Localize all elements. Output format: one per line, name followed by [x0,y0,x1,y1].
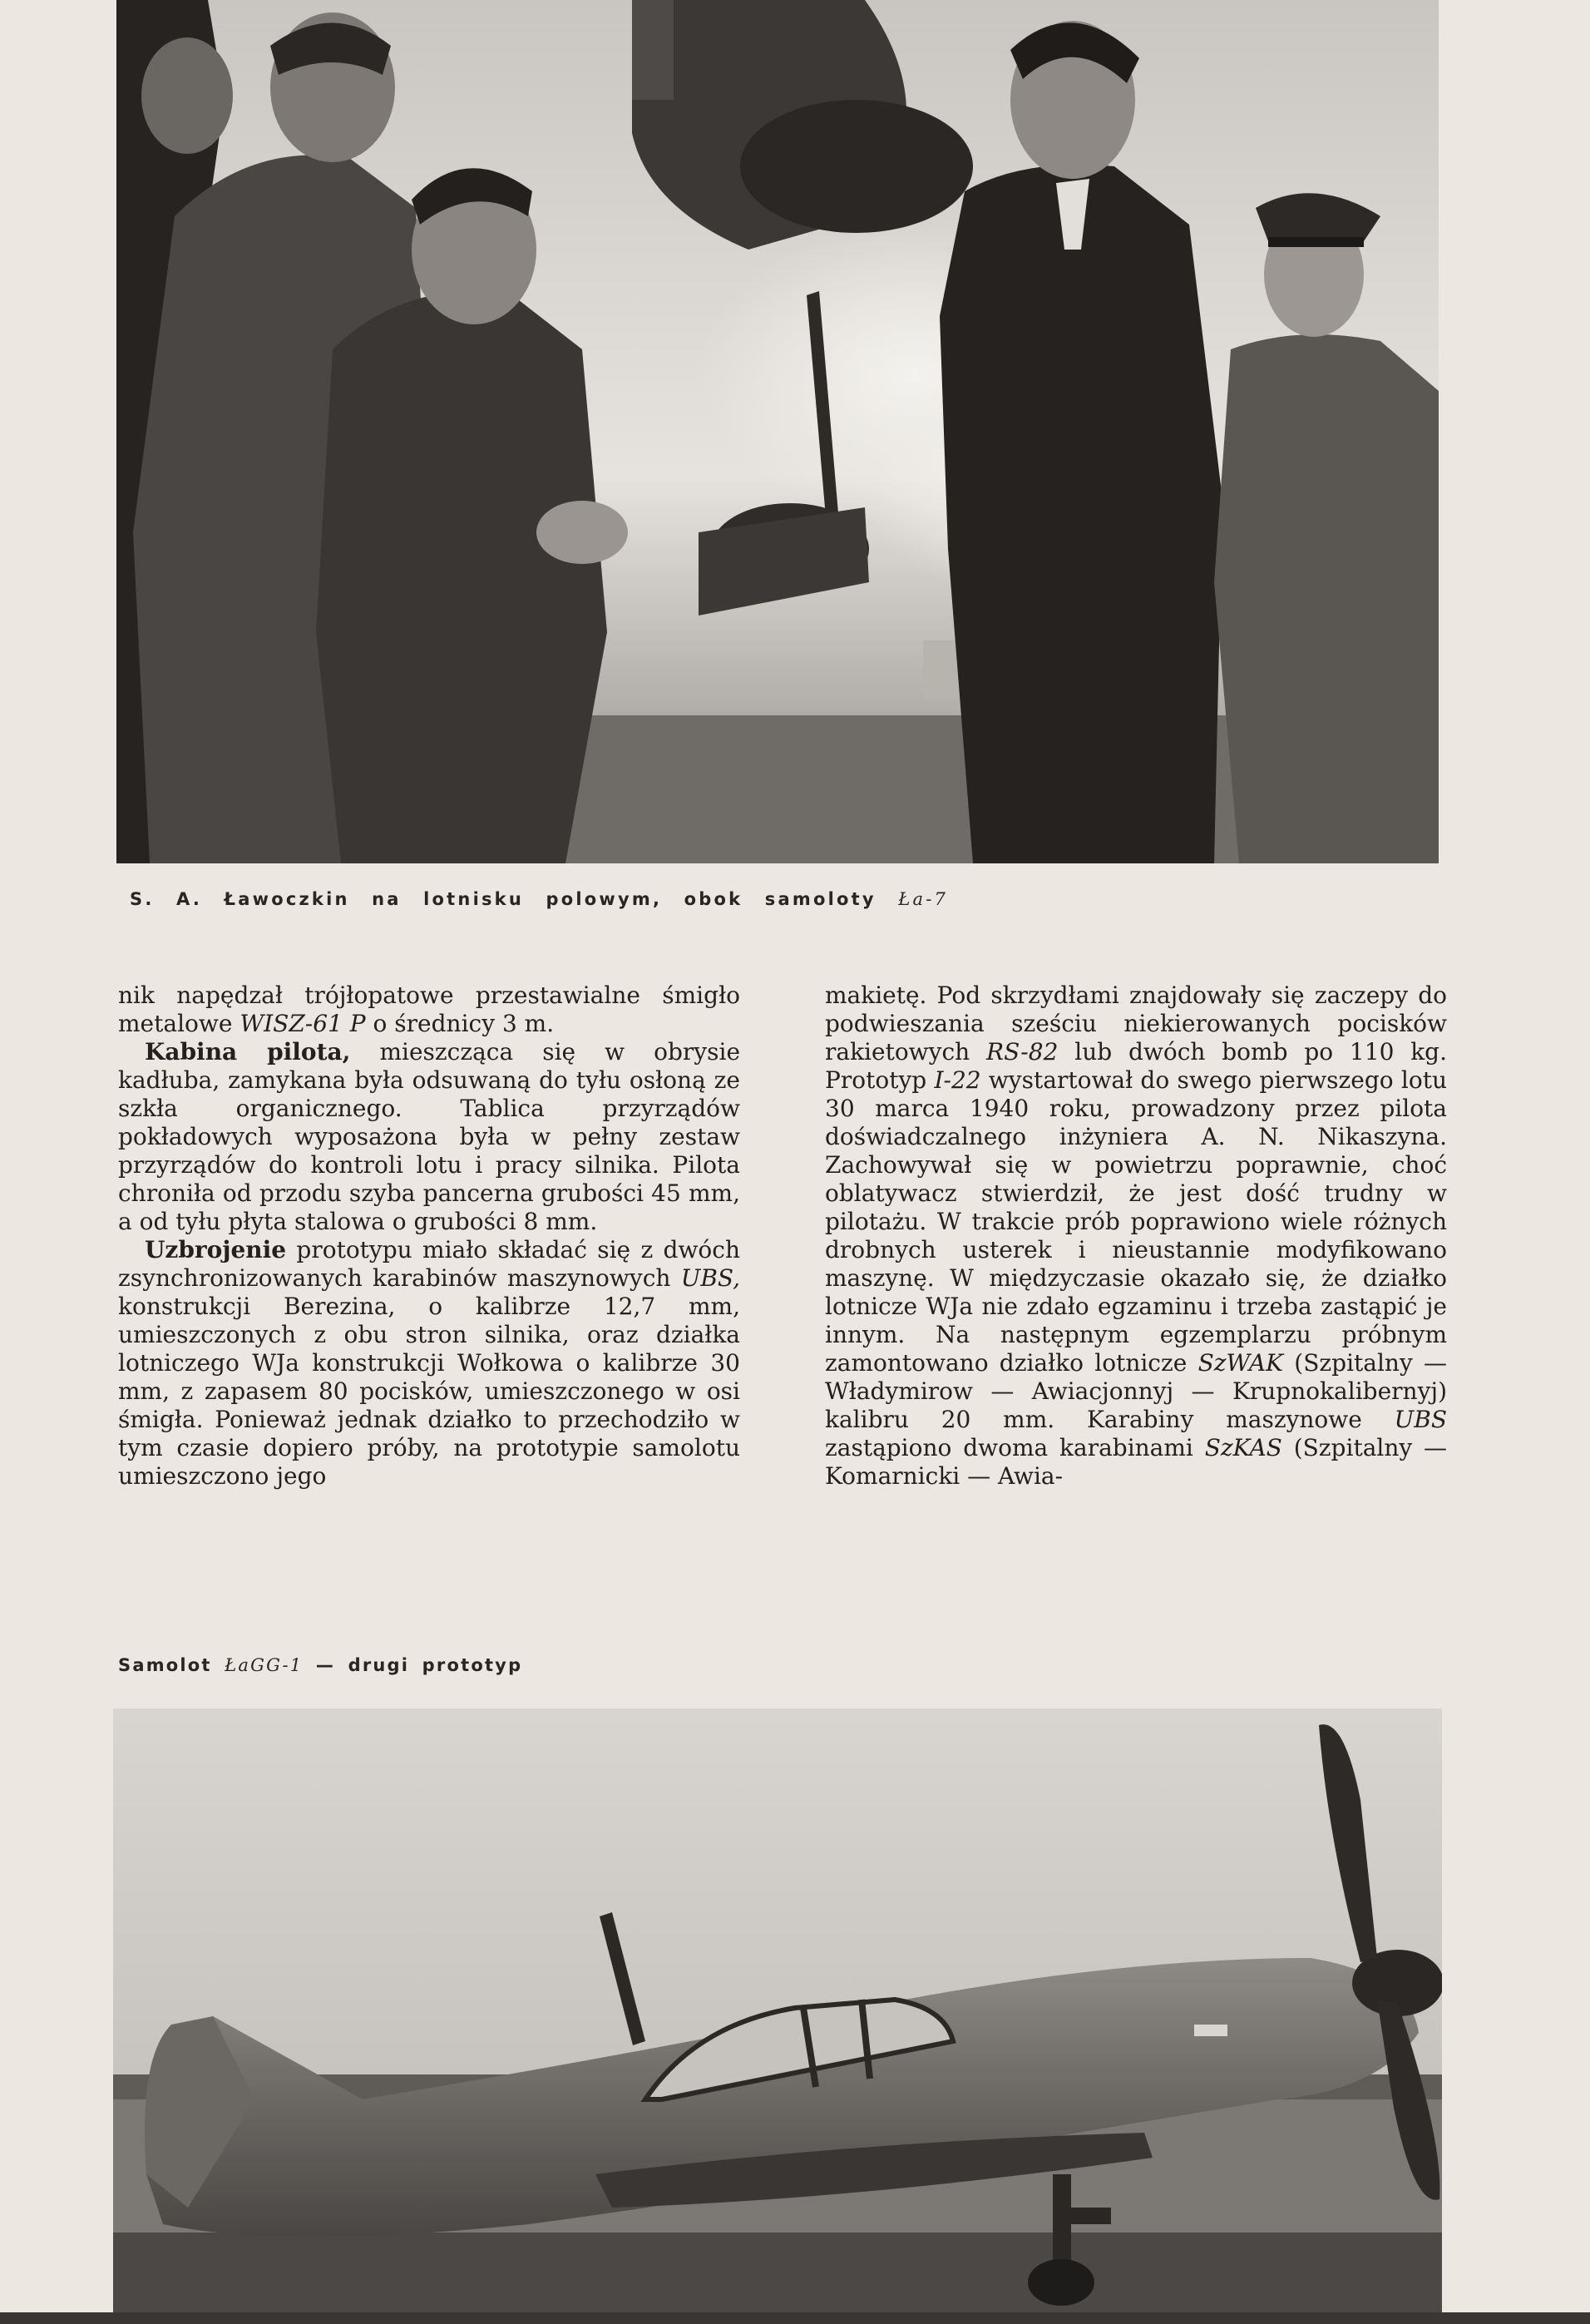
text-column-right [825,982,1447,1491]
photo-lavochkin-airfield [116,0,1439,863]
text-italic-span: WISZ-61 P [239,1010,366,1037]
caption-bottom-suffix: — drugi prototyp [315,1655,523,1675]
text-span: prototypu miało składać się z dwóch zsynchronizowanych karabinów maszynowych [118,1236,740,1292]
paragraph-propeller [118,982,740,1038]
caption-top-text: S. A. Ławoczkin na lotnisku polowym, obok samoloty [130,889,876,909]
caption-top-photo [130,889,948,909]
text-italic-span: SzWAK [1197,1349,1284,1377]
caption-bottom-photo [118,1655,522,1675]
photo-lavochkin-airfield-image [116,0,1439,863]
photo-lagg1-prototype-image [113,1708,1442,2312]
text-span: wystartował do swego pierwszego lotu 30 marca 1940 roku, prowadzony przez pilota doświadczalnego inżyniera A. N. Nikaszyna. Zachowywał się w powietrzu poprawnie, choć oblatywacz stwierdził, że jest dość trudny w pilotażu. W trakcie prób poprawiono wiele różnych drobnych usterek i nieustannie modyfikowano maszynę. W międzyczasie okazało się, że działko lotnicze WJa nie zdało egzaminu i trzeba zastąpić je innym. Na następnym egzemplarzu próbnym zamontowano działko lotnicze [825,1066,1447,1377]
text-italic-span: RS-82 [986,1038,1059,1066]
text-column-left [118,982,740,1491]
paragraph-lead: Uzbrojenie [145,1236,287,1263]
text-italic-span: I-22 [934,1066,981,1094]
text-italic-span: UBS [1394,1406,1447,1433]
text-span: mieszcząca się w obrysie kadłuba, zamykana była odsuwaną do tyłu osłoną ze szkła organicznego. Tablica przyrządów pokładowych wyposażona była w pełny zestaw przyrządów do kontroli lotu i pracy silnika. Pilota chroniła od przodu szyba pancerna grubości 45 mm, a od tyłu płyta stalowa o grubości 8 mm. [118,1038,741,1235]
text-span: zastąpiono dwoma karabinami [825,1434,1193,1461]
text-span: lub dwóch bomb po 110 kg. Prototyp [825,1038,1447,1094]
paragraph-armament [118,1236,740,1491]
text-span: konstrukcji Berezina, o kalibrze 12,7 mm, umieszczonych z obu stron silnika, oraz działka lotniczego WJa konstrukcji Wołkowa o kalibrze 30 mm, z zapasem 80 pocisków, umieszczonego w osi śmigła. Ponieważ jednak działko to przechodziło w tym czasie dopiero próby, na prototypie samolotu umieszczono jego [118,1293,740,1490]
page-bottom-edge [0,2312,1590,2324]
paragraph-prototype-flight [825,982,1447,1491]
caption-bottom-prefix: Samolot [118,1655,212,1675]
caption-top-model: Ła-7 [898,889,949,909]
caption-bottom-model: ŁaGG-1 [225,1655,304,1675]
text-span: makietę. Pod skrzydłami znajdowały się zaczepy do podwieszania sześciu niekierowanych pocisków rakietowych [825,982,1447,1066]
text-span: (Szpitalny — Władymirow — Awiacjonnyj — Krupnokalibernyj) kalibru 20 mm. Karabiny maszynowe [825,1349,1448,1433]
photo-lagg1-prototype [113,1708,1442,2312]
text-italic-span: SzKAS [1204,1434,1282,1461]
paragraph-cockpit [118,1038,740,1236]
text-span: nik napędzał trójłopatowe przestawialne śmigło metalowe [118,982,740,1037]
text-span: o średnicy 3 m. [373,1010,555,1037]
text-italic-span: UBS, [680,1264,740,1292]
paragraph-lead: Kabina pilota, [145,1038,351,1066]
text-span: (Szpitalny — Komarnicki — Awia- [825,1434,1448,1490]
